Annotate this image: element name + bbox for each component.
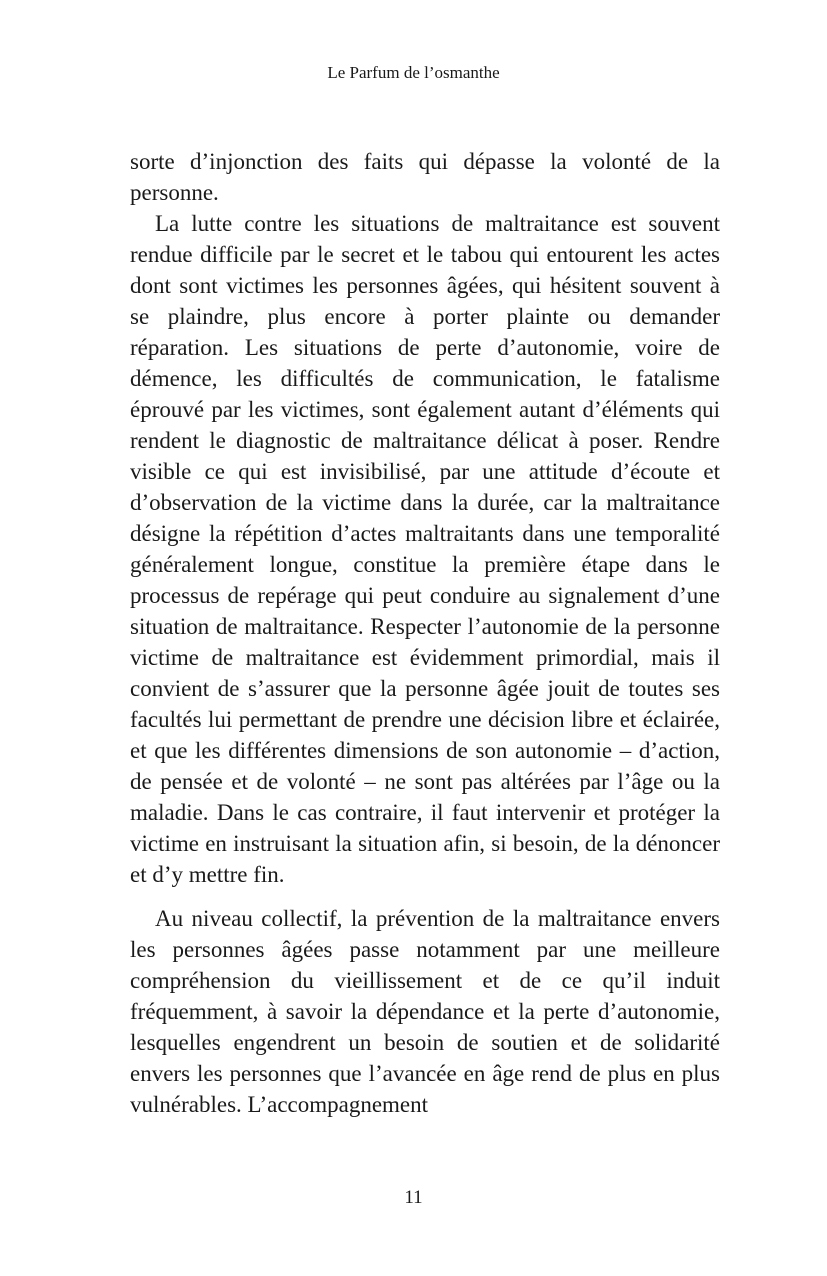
paragraph-maltraitance-lutte: La lutte contre les situations de maltraitance est souvent rendue difficile par le secret et le tabou qui entourent les actes dont sont victimes les personnes âgées, qui hésitent souvent à se plaindre, plus encore à porter plainte ou demander réparation. Les situations de perte d’autonomie, voire de démence, les difficultés de communication, le fatalisme éprouvé par les victimes, sont également autant d’éléments qui rendent le diagnostic de maltraitance délicat à poser. Rendre visible ce qui est invisibilisé, par une attitude d’écoute et d’observation de la victime dans la durée, car la maltraitance désigne la répétition d’actes maltraitants dans une temporalité généralement longue, constitue la première étape dans le processus de repérage qui peut conduire au signalement d’une situation de maltraitance. Respecter l’autonomie de la personne victime de maltraitance est évidemment primordial, mais il convient de s’assurer que la personne âgée jouit de toutes ses facultés lui permettant de prendre une décision libre et éclairée, et que les différentes dimensions de son autonomie – d’action, de pensée et de volonté – ne sont pas altérées par l’âge ou la maladie. Dans le cas contraire, il faut intervenir et protéger la victime en instruisant la situation afin, si besoin, de la dénoncer et d’y mettre fin.	[130, 211, 720, 887]
paragraph-prevention-collective: Au niveau collectif, la prévention de la maltraitance envers les personnes âgées passe notamment par une meilleure compréhension du vieillissement et de ce qu’il induit fréquemment, à savoir la dépendance et la perte d’autonomie, lesquelles engendrent un besoin de soutien et de solidarité envers les personnes que l’avancée en âge rend de plus en plus vulnérables. L’accompagnement	[130, 906, 720, 1117]
body-text	[130, 146, 720, 1120]
running-title: Le Parfum de l’osmanthe	[327, 63, 500, 82]
page-number: 11	[404, 1187, 423, 1208]
paragraph-continuation: sorte d’injonction des faits qui dépasse la volonté de la personne.	[130, 149, 720, 205]
